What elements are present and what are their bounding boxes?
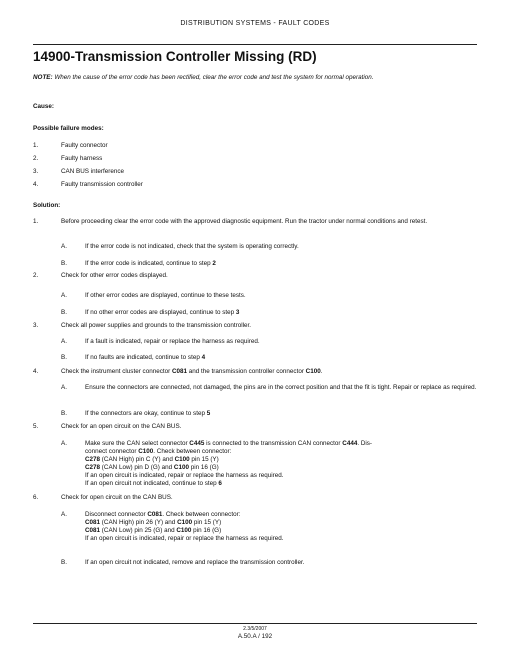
text-run: and the transmission controller connector bbox=[187, 368, 306, 375]
step-reference: 2 bbox=[212, 260, 216, 267]
step-reference: 5 bbox=[206, 410, 211, 417]
step-reference: 4 bbox=[201, 354, 206, 361]
sub-step-text: If an open circuit not indicated, remove and replace the transmission controller. bbox=[85, 559, 305, 566]
step-number: 6. bbox=[33, 494, 39, 501]
text-run: If the error code is indicated, continue to step bbox=[85, 260, 213, 267]
page-number: A.50.A / 192 bbox=[237, 633, 273, 640]
text-run: . Check between connector: bbox=[153, 448, 232, 455]
connector-id: C444 bbox=[342, 440, 358, 447]
text-run: connect connector bbox=[85, 448, 139, 455]
text-run: If no other error codes are displayed, continue to step bbox=[85, 309, 236, 316]
text-run: If no faults are indicated, continue to step bbox=[85, 354, 202, 361]
list-number: 1. bbox=[33, 142, 39, 149]
text-run: is connected to the transmission CAN connector bbox=[204, 440, 343, 447]
sub-step-letter: A. bbox=[61, 511, 67, 518]
sub-step-letter: A. bbox=[61, 292, 67, 299]
text-run: (CAN Low) pin 25 (G) and bbox=[100, 527, 177, 534]
connector-id: C100 bbox=[177, 519, 193, 526]
step-reference: 6 bbox=[218, 480, 222, 487]
list-text: Faulty transmission controller bbox=[61, 181, 143, 188]
step-number: 5. bbox=[33, 423, 39, 430]
sub-step-text bbox=[85, 309, 477, 317]
sub-step-letter: A. bbox=[61, 440, 67, 447]
step-number: 1. bbox=[33, 218, 39, 225]
sub-step-letter: A. bbox=[61, 384, 67, 391]
sub-step-text bbox=[85, 410, 477, 418]
text-run: pin 16 (G) bbox=[188, 464, 219, 471]
text-run: Check the instrument cluster connector bbox=[61, 368, 172, 375]
connector-id: C100 bbox=[173, 464, 189, 471]
cause-heading: Cause: bbox=[33, 103, 54, 110]
sub-step-text: Ensure the connectors are connected, not damaged, the pins are in the correct position and that the fit is tight. Repair or replace as required. bbox=[85, 384, 477, 391]
step-text bbox=[61, 368, 477, 376]
text-run: . bbox=[320, 368, 323, 375]
list-number: 2. bbox=[33, 155, 39, 162]
sub-step-text bbox=[85, 440, 477, 488]
sub-step-text: If the error code is not indicated, check that the system is operating correctly. bbox=[85, 243, 299, 250]
sub-step-text bbox=[85, 511, 477, 543]
step-text: Check all power supplies and grounds to the transmission controller. bbox=[61, 322, 252, 329]
connector-id: C100 bbox=[176, 527, 192, 534]
connector-id: C445 bbox=[189, 440, 205, 447]
sub-step-letter: B. bbox=[61, 354, 67, 361]
note-paragraph bbox=[33, 74, 477, 82]
text-run: Make sure the CAN select connector bbox=[85, 440, 190, 447]
step-text: Check for other error codes displayed. bbox=[61, 272, 168, 279]
text-run: pin 15 (Y) bbox=[192, 519, 222, 526]
note-label: NOTE: bbox=[33, 74, 53, 81]
text-run: If an open circuit is indicated, repair or replace the harness as required. bbox=[85, 535, 284, 542]
step-text: Check for an open circuit on the CAN BUS. bbox=[61, 423, 182, 430]
sub-step-text: If a fault is indicated, repair or replace the harness as required. bbox=[85, 338, 260, 345]
sub-step-text bbox=[85, 260, 477, 268]
sub-step-text bbox=[85, 354, 477, 362]
sub-step-letter: A. bbox=[61, 243, 67, 250]
step-number: 3. bbox=[33, 322, 39, 329]
text-run: pin 16 (G) bbox=[191, 527, 222, 534]
text-run: If an open circuit not indicated, continue to step bbox=[85, 480, 219, 487]
step-number: 4. bbox=[33, 368, 39, 375]
footer-date: 2.3/5/2007 bbox=[243, 626, 267, 632]
connector-id: C100 bbox=[138, 448, 154, 455]
failure-modes-heading: Possible failure modes: bbox=[33, 125, 104, 132]
note-text: When the cause of the error code has been rectified, clear the error code and test the system for normal operation. bbox=[52, 74, 374, 81]
connector-id: C100 bbox=[305, 368, 321, 375]
connector-id: C081 bbox=[147, 511, 163, 518]
connector-id: C100 bbox=[174, 456, 190, 463]
list-number: 3. bbox=[33, 168, 39, 175]
solution-heading: Solution: bbox=[33, 202, 61, 209]
list-text: Faulty connector bbox=[61, 142, 108, 149]
sub-step-text: If other error codes are displayed, continue to these tests. bbox=[85, 292, 246, 299]
text-run: Disconnect connector bbox=[85, 511, 148, 518]
text-run: . Check between connector: bbox=[162, 511, 241, 518]
sub-step-letter: A. bbox=[61, 338, 67, 345]
text-run: If an open circuit is indicated, repair or replace the harness as required. bbox=[85, 472, 284, 479]
connector-id: C081 bbox=[171, 368, 188, 375]
list-text: Faulty harness bbox=[61, 155, 103, 162]
connector-id: C081 bbox=[85, 519, 101, 526]
sub-step-letter: B. bbox=[61, 410, 67, 417]
page-title: 14900-Transmission Controller Missing (RD) bbox=[33, 49, 317, 64]
running-head: DISTRIBUTION SYSTEMS - FAULT CODES bbox=[180, 20, 330, 27]
text-run: (CAN Low) pin D (G) and bbox=[100, 464, 174, 471]
list-number: 4. bbox=[33, 181, 39, 188]
step-number: 2. bbox=[33, 272, 39, 279]
connector-id: C081 bbox=[85, 527, 101, 534]
sub-step-letter: B. bbox=[61, 309, 67, 316]
text-run: pin 15 (Y) bbox=[189, 456, 219, 463]
step-text: Check for open circuit on the CAN BUS. bbox=[61, 494, 173, 501]
text-run: . Dis- bbox=[357, 440, 373, 447]
connector-id: C278 bbox=[85, 464, 101, 471]
list-text: CAN BUS interference bbox=[61, 168, 124, 175]
text-run: (CAN High) pin 26 (Y) and bbox=[100, 519, 178, 526]
connector-id: C278 bbox=[85, 456, 101, 463]
step-reference: 3 bbox=[235, 309, 240, 316]
footer-rule bbox=[33, 623, 477, 624]
header-rule bbox=[33, 44, 477, 45]
text-run: (CAN High) pin C (Y) and bbox=[100, 456, 175, 463]
step-text: Before proceeding clear the error code with the approved diagnostic equipment. Run the tractor under normal conditions and retest. bbox=[61, 218, 428, 225]
text-run: If the connectors are okay, continue to step bbox=[85, 410, 207, 417]
sub-step-letter: B. bbox=[61, 559, 67, 566]
sub-step-letter: B. bbox=[61, 260, 67, 267]
